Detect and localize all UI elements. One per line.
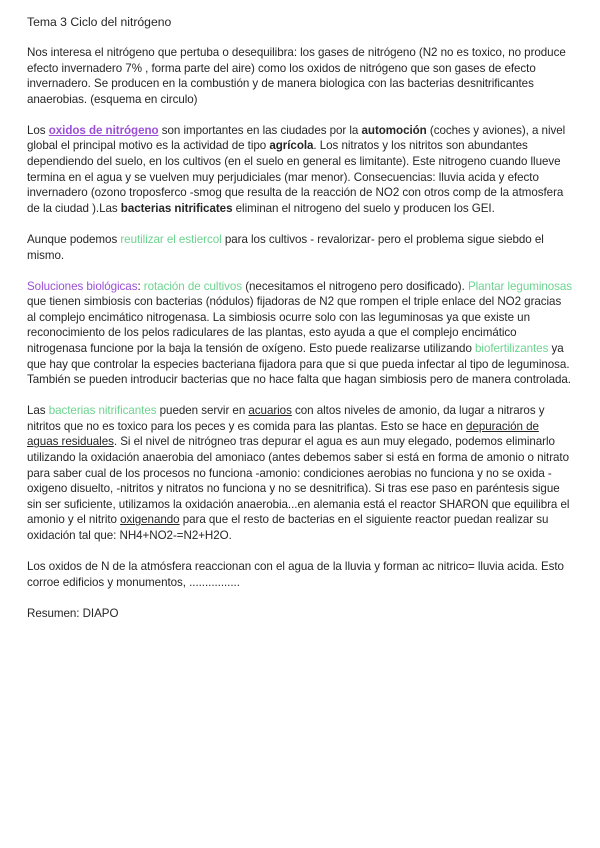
highlight-biofertilizantes: biofertilizantes bbox=[475, 342, 549, 355]
text-run: pueden servir en bbox=[156, 404, 249, 418]
text-run: Los bbox=[27, 123, 49, 137]
text-run: eliminan el nitrogeno del suelo y producen los GEI. bbox=[232, 201, 495, 215]
highlight-estiercol: reutilizar el estiercol bbox=[120, 232, 222, 246]
text-run: Aunque podemos bbox=[27, 232, 121, 246]
paragraph-soluciones bbox=[27, 279, 573, 388]
text-run: que tienen simbiosis con bacterias (nódulos) fijadoras de N2 que rompen el triple enlace del NO2 gracias al complejo encimático nitrogenasa. La simbiosis ocurre solo con las leguminosas ya que existe un reconocimiento de los pelos radiculares de las plantas, esto ayuda a que el complejo encimático nitrogenasa funcione por la baja la tensión de oxígeno. Esto puede realizarse utilizando bbox=[27, 295, 562, 355]
underline-oxigenando: oxigenando bbox=[120, 513, 180, 527]
bold-agricola: agrícola bbox=[269, 139, 314, 153]
text-run: para los cultivos - revalorizar- pero el problema sigue siebdo el mismo. bbox=[27, 232, 544, 262]
paragraph-estiercol bbox=[27, 232, 573, 263]
highlight-rotacion: rotación de cultivos bbox=[143, 279, 243, 293]
text-run: (coches y aviones), a nivel global el principal motivo es la actividad de tipo bbox=[27, 123, 566, 153]
text-run: . Si el nivel de nitrógneo tras depurar el agua es aun muy elegado, podemos eliminarlo utilizando la oxidación anaerobia del amoniaco (antes debemos saber si está en forma de amonio o nitrato para saber cual de los procesos no funciona -amonio: condiciones aerobias no funciona y no se oxida -oxigeno disuelto, -nitritos y nitratos no funciona y no se desnitrifica). Si tras ese paso en paréntesis sigue sin ser suficiente, utilizamos la oxidación anaerobia...en alemania está el reactor SHARON que equilibra el amonio y el nitrito bbox=[27, 435, 570, 527]
highlight-leguminosas: Plantar leguminosas bbox=[467, 279, 573, 293]
paragraph-gases: Nos interesa el nitrógeno que pertuba o desequilibra: los gases de nitrógeno (N2 no es toxico, no produce efecto invernadero 7% , forma parte del aire) como los oxidos de nitrógeno que son gases de efecto invernadero. Se producen en la combustión y de manera biologica con las bacterias desnitrificantes anaerobias. (esquema en circulo) bbox=[27, 46, 566, 106]
text-run: para que el resto de bacterias en el siguiente reactor puedan realizar su oxidación tal que: NH4+NO2-=N2+H2O. bbox=[27, 513, 549, 543]
underline-acuarios: acuarios bbox=[248, 404, 292, 418]
highlight-oxidos: oxidos de nitrógeno bbox=[48, 123, 159, 137]
bold-bacterias: bacterias nitrificates bbox=[120, 201, 233, 215]
paragraph-bacterias bbox=[27, 403, 573, 543]
highlight-soluciones: Soluciones biológicas bbox=[27, 279, 138, 293]
text-run: con altos niveles de amonio, da lugar a nitraros y nitritos que no es toxico para los peces y es comida para las plantas. Esto se hace en bbox=[27, 404, 545, 433]
text-run: (necesitamos el nitrogeno pero dosificado). bbox=[242, 279, 468, 293]
text-run: : bbox=[137, 279, 144, 293]
underline-depuracion: depuración de aguas residuales bbox=[27, 419, 539, 449]
text-run: son importantes en las ciudades por la bbox=[158, 123, 362, 137]
paragraph-lluvia-acida: Los oxidos de N de la atmósfera reaccionan con el agua de la lluvia y forman ac nitrico= lluvia acida. Esto corroe edificios y monumentos, ................ bbox=[27, 560, 564, 589]
highlight-bacterias-nitrificantes: bacterias nitrificantes bbox=[48, 404, 157, 418]
text-run: . Los nitratos y los nitritos son abundantes dependiendo del suelo, en los cultivos (en el suelo en general es limitante). Este nitrogeno cuando llueve termina en el agua y se vuelven muy perjudiciales (mar menor). Consecuencias: lluvia acida y efecto invernadero (ozono troposferco -smog que resulta de la reacción de NO2 con otros comp de la atmosfera de la ciudad ).Las bbox=[27, 139, 564, 215]
document-title: Tema 3 Ciclo del nitrógeno bbox=[27, 15, 172, 29]
text-run: ya que hay que controlar la especies bacteriana fijadora para que si que pueda infectar al tipo de leguminosa. También se pueden introducir bacterias que no hace falta que hagan simbiosis pero de manera controlada. bbox=[27, 342, 571, 387]
paragraph-resumen: Resumen: DIAPO bbox=[27, 606, 119, 620]
text-run: Las bbox=[27, 404, 49, 418]
bold-automocion: automoción bbox=[361, 123, 427, 137]
paragraph-oxidos bbox=[27, 123, 573, 217]
